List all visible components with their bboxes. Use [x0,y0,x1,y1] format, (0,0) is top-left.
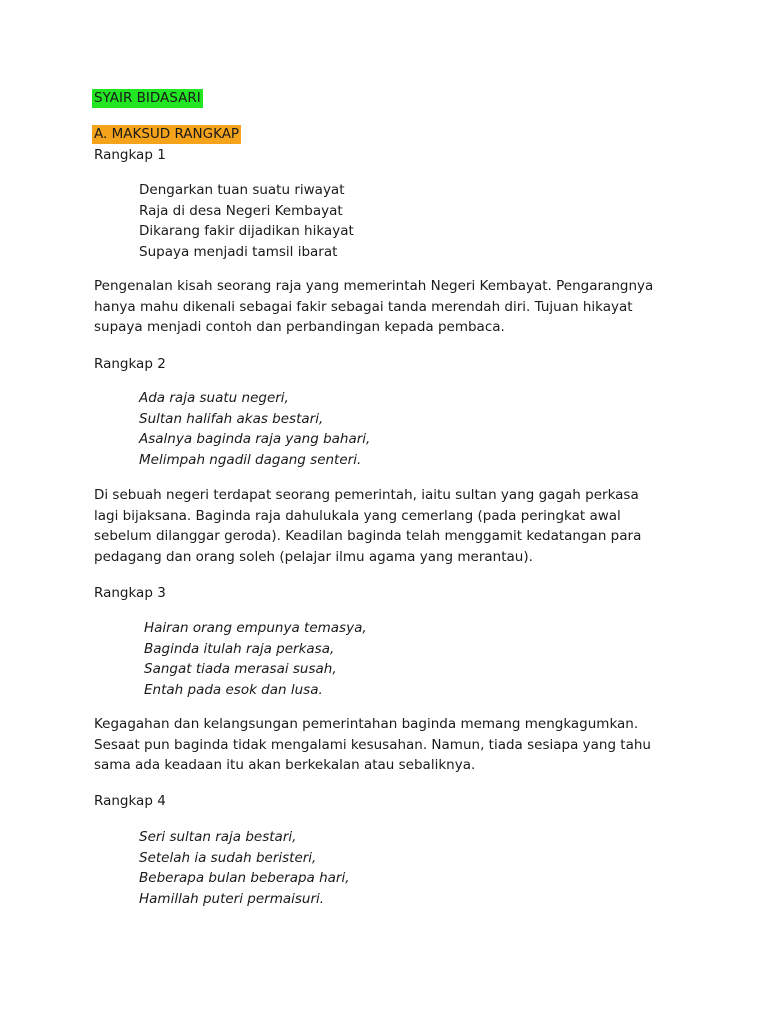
section-heading: A. MAKSUD RANGKAP [94,126,240,142]
verse-line: Supaya menjadi tamsil ibarat [139,243,338,260]
stanza-label: Rangkap 4 [94,793,166,809]
stanza-verse [139,180,354,262]
paragraph-line: lagi bijaksana. Baginda raja dahulukala yang cemerlang (pada peringkat awal [94,507,621,524]
verse-line: Hamillah puteri permaisuri. [139,890,325,907]
verse-line: Dikarang fakir dijadikan hikayat [139,223,354,239]
verse-line: Hairan orang empunya temasya, [144,620,367,636]
verse-line: Baginda itulah raja perkasa, [144,640,335,657]
document-title: SYAIR BIDASARI [94,90,201,106]
stanza-verse [144,618,367,700]
stanza-explanation [94,485,674,567]
stanza-explanation [94,276,674,338]
verse-line: Ada raja suatu negeri, [139,390,289,406]
stanza-verse [139,388,370,470]
verse-line: Asalnya baginda raja yang bahari, [139,431,371,447]
stanza-label: Rangkap 2 [94,356,166,372]
verse-line: Setelah ia sudah beristeri, [139,849,317,866]
stanza-verse [139,827,350,909]
verse-line: Raja di desa Negeri Kembayat [139,202,343,219]
paragraph-line: supaya menjadi contoh dan perbandingan kepada pembaca. [94,319,505,335]
paragraph-line: hanya mahu dikenali sebagai fakir sebagai tanda merendah diri. Tujuan hikayat [94,298,633,315]
stanza-label: Rangkap 1 [94,147,166,163]
paragraph-line: sebelum dilanggar geroda). Keadilan baginda telah menggamit kedatangan para [94,528,642,544]
verse-line: Entah pada esok dan lusa. [144,681,323,698]
paragraph-line: Di sebuah negeri terdapat seorang pemerintah, iaitu sultan yang gagah perkasa [94,487,639,503]
verse-line: Beberapa bulan beberapa hari, [139,870,350,886]
verse-line: Sangat tiada merasai susah, [144,661,337,677]
verse-line: Seri sultan raja bestari, [139,829,297,845]
paragraph-line: Pengenalan kisah seorang raja yang memerintah Negeri Kembayat. Pengarangnya [94,278,654,294]
stanza-label: Rangkap 3 [94,585,166,601]
verse-line: Sultan halifah akas bestari, [139,410,324,427]
verse-line: Melimpah ngadil dagang senteri. [139,451,362,468]
paragraph-line: Sesaat pun baginda tidak mengalami kesusahan. Namun, tiada sesiapa yang tahu [94,736,651,753]
paragraph-line: sama ada keadaan itu akan berkekalan atau sebaliknya. [94,757,476,773]
paragraph-line: Kegagahan dan kelangsungan pemerintahan baginda memang mengkagumkan. [94,716,639,732]
stanza-explanation [94,714,674,776]
verse-line: Dengarkan tuan suatu riwayat [139,182,345,198]
paragraph-line: pedagang dan orang soleh (pelajar ilmu agama yang merantau). [94,548,533,565]
